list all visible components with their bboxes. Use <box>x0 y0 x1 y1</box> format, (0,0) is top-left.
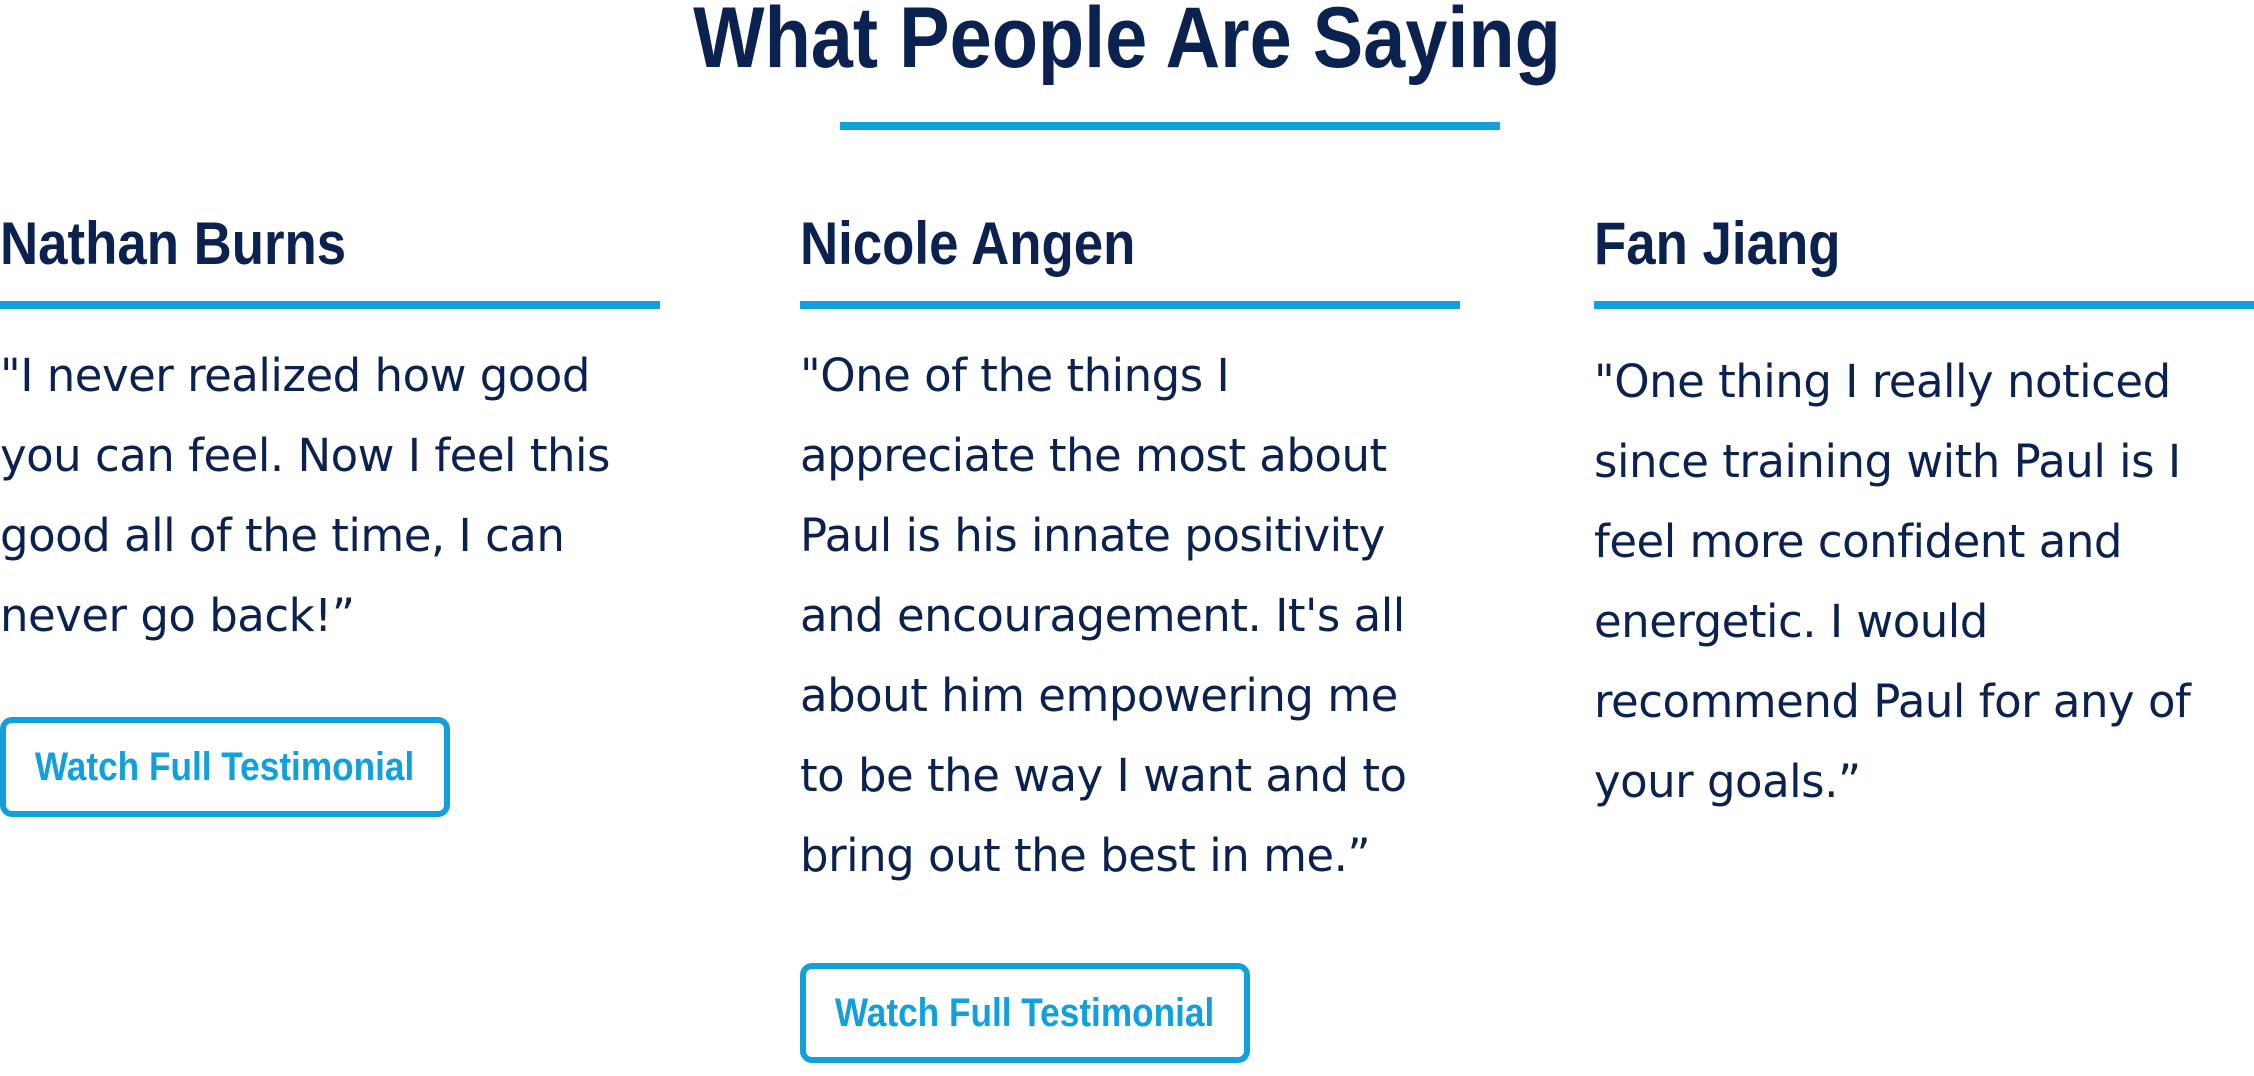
testimonial-name: Fan Jiang <box>1594 210 1841 277</box>
name-underline <box>1594 301 2254 309</box>
testimonial-name: Nicole Angen <box>800 210 1136 277</box>
testimonial-quote: "I never realized how good you can feel. Now I feel this good all of the time, I can never go back!” <box>0 349 610 642</box>
name-underline <box>800 301 1460 309</box>
testimonial-name: Nathan Burns <box>0 210 347 277</box>
testimonial-quote: "One of the things I appreciate the most about Paul is his innate positivity and encouragement. It's all about him empowering me to be the way I want and to bring out the best in me.” <box>800 349 1407 882</box>
testimonial-quote: "One thing I really noticed since training with Paul is I feel more confident and energetic. I would recommend Paul for any of your goals.” <box>1594 355 2191 808</box>
watch-full-testimonial-button[interactable] <box>800 963 1250 1063</box>
title-underline <box>840 122 1500 130</box>
section-title: What People Are Saying <box>693 0 1561 86</box>
name-underline <box>0 301 660 309</box>
watch-button-label: Watch Full Testimonial <box>35 744 415 789</box>
watch-full-testimonial-button[interactable] <box>0 717 450 817</box>
watch-button-label: Watch Full Testimonial <box>835 990 1215 1035</box>
